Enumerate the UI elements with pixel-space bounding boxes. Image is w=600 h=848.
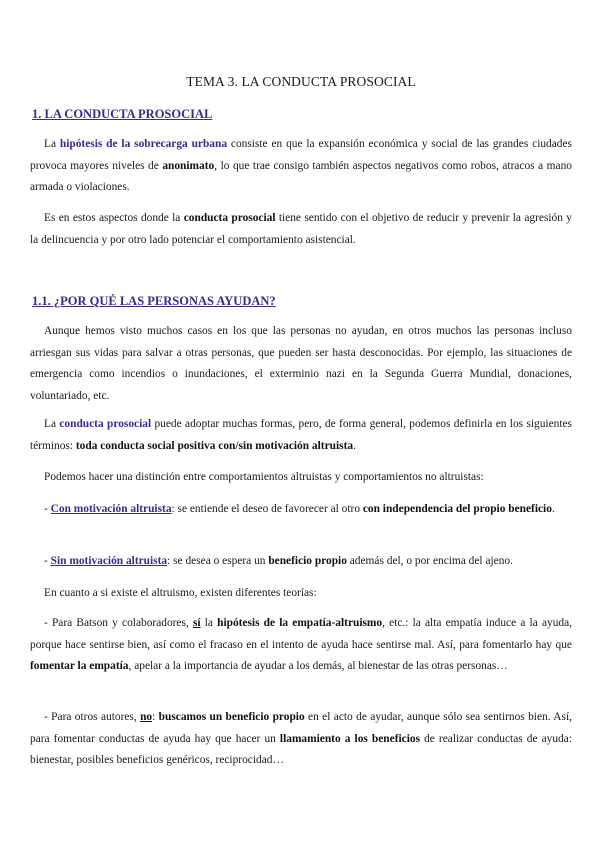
text: : se entiende el deseo de favorecer al otro xyxy=(171,503,363,515)
bold-text: fomentar la empatía xyxy=(30,660,129,673)
text: , lo que trae consigo también aspectos negativos como robos, atracos a mano armada o violaciones. xyxy=(30,159,572,194)
text: además del, o por encima del ajeno. xyxy=(346,555,513,567)
text: Es en estos aspectos donde la xyxy=(44,212,184,224)
term-empatia-altruismo: hipótesis de la empatía-altruismo xyxy=(217,617,383,629)
text: : se desea o espera un xyxy=(167,555,269,567)
term-sin-motivacion: Sin motivación altruista xyxy=(50,555,168,567)
definition-bold: toda conducta social positiva con/sin motivación altruista xyxy=(75,439,354,452)
text: - Para Batson y colaboradores, xyxy=(44,617,193,629)
paragraph-conducta-prosocial xyxy=(30,208,572,251)
text: consiste en que la expansión económica y social de las grandes ciudades provoca mayores niveles de xyxy=(30,138,572,172)
text: . xyxy=(551,503,555,515)
bold-text: con independencia del propio beneficio xyxy=(362,503,552,515)
term-anonimato: anonimato xyxy=(162,159,215,172)
bold-text: llamamiento a los beneficios xyxy=(279,732,420,745)
bold-text: buscamos un beneficio propio xyxy=(158,711,305,723)
paragraph-distincion: Podemos hacer una distinción entre comportamientos altruistas y comportamientos no altruistas: xyxy=(44,471,484,483)
term-sobrecarga-urbana: hipótesis de la sobrecarga urbana xyxy=(59,138,228,150)
term-con-motivacion: Con motivación altruista xyxy=(50,503,172,515)
text: de realizar conductas de ayuda: bienestar, posibles beneficios genéricos, reciprocidad… xyxy=(30,732,572,767)
text: puede adoptar muchas formas, pero, de forma general, podemos definirla en los siguientes términos: xyxy=(30,418,572,452)
underlined-si: sí xyxy=(192,617,201,629)
bold-text: beneficio propio xyxy=(268,555,347,567)
paragraph-teorias: En cuanto a si existe el altruismo, existen diferentes teorías: xyxy=(44,587,317,599)
text: la xyxy=(200,617,218,629)
term-conducta-prosocial: conducta prosocial xyxy=(59,418,152,430)
section-heading-1-1: 1.1. ¿POR QUÉ LAS PERSONAS AYUDAN? xyxy=(32,294,276,308)
text: . xyxy=(353,439,356,452)
text: - xyxy=(44,555,51,567)
underlined-no: no xyxy=(140,711,153,723)
document-title: TEMA 3. LA CONDUCTA PROSOCIAL xyxy=(186,74,416,89)
text: - xyxy=(44,503,51,515)
text: en el acto de ayudar, aunque sólo sea sentirnos bien. Así, para fomentar conductas de ayuda hay que hacer un xyxy=(30,711,572,745)
bullet-otros-autores xyxy=(30,707,572,772)
paragraph-definicion xyxy=(30,414,572,457)
term-conducta-prosocial: conducta prosocial xyxy=(183,212,276,224)
text: , apelar a la importancia de ayudar a los demás, al bienestar de las otras personas… xyxy=(128,660,508,673)
text: La xyxy=(44,138,60,150)
text: La xyxy=(44,418,60,430)
paragraph-sobrecarga xyxy=(30,134,572,199)
text: tiene sentido con el objetivo de reducir y prevenir la agresión y la delincuencia y por otro lado potenciar el comportamiento asistencial. xyxy=(30,212,572,246)
text: : xyxy=(152,711,159,723)
bullet-sin-motivacion xyxy=(30,551,572,573)
section-heading-1: 1. LA CONDUCTA PROSOCIAL xyxy=(32,107,213,121)
bullet-batson xyxy=(30,613,572,678)
paragraph-aunque: Aunque hemos visto muchos casos en los que las personas no ayudan, en otros muchos las personas incluso arriesgan sus vidas para salvar a otras personas, que pueden ser hasta desconocidas. Por ejemplo, las situaciones de emergencia como incendios o inundaciones, el exterminio nazi en la Segunda Guerra Mundial, donaciones, voluntariado, etc. xyxy=(30,325,572,403)
text: , etc.: la alta empatía induce a la ayuda, porque hace sentirse bien, así como el fracaso en el intento de ayuda hace sentirse mal. Así, para fomentarlo hay que xyxy=(30,617,572,651)
bullet-con-motivacion xyxy=(30,499,572,521)
text: - Para otros autores, xyxy=(44,711,141,723)
